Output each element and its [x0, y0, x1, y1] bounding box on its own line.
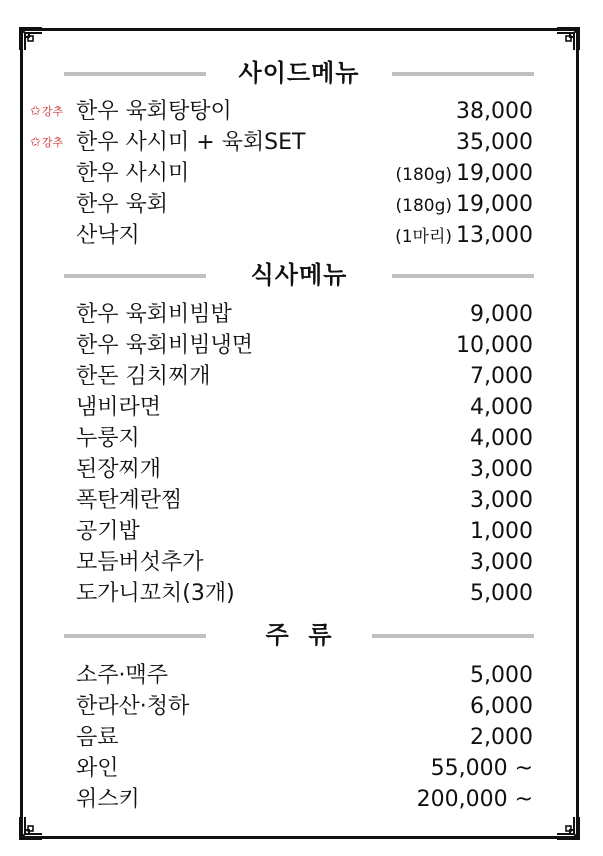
menu-item-price: 9,000 — [470, 302, 533, 327]
menu-item-price: 55,000 ~ — [430, 756, 533, 781]
menu-item-name: 냄비라면 — [76, 395, 162, 420]
menu-item-name: 산낙지 — [76, 223, 140, 248]
recommend-badge: ✩강추 — [30, 104, 64, 119]
menu-item-price: 5,000 — [470, 581, 533, 606]
menu-item-name: 한우 사시미 — [76, 161, 190, 186]
menu-item — [76, 661, 533, 691]
star-icon: ✩ — [30, 104, 41, 119]
menu-item — [76, 362, 533, 392]
menu-item — [76, 300, 533, 330]
menu-item-name: 한우 육회 — [76, 192, 169, 217]
corner-ornament-icon — [554, 25, 582, 53]
menu-item-name: 음료 — [76, 725, 119, 750]
menu-item-name: 한라산·청하 — [76, 694, 190, 719]
menu-item-name: 소주·맥주 — [76, 663, 169, 688]
menu-item-price: 2,000 — [470, 725, 533, 750]
menu-item — [76, 190, 533, 220]
section-title: 사이드메뉴 — [238, 59, 360, 87]
menu-item-price: 1,000 — [470, 519, 533, 544]
menu-item-price: 3,000 — [470, 488, 533, 513]
menu-item-name: 와인 — [76, 756, 119, 781]
menu-item-qty: (180g) — [395, 196, 453, 216]
menu-item — [76, 424, 533, 454]
menu-item-name: 위스키 — [76, 787, 140, 812]
menu-item-price: (180g) 19,000 — [395, 161, 533, 186]
star-icon: ✩ — [30, 135, 41, 150]
menu-item-price: 5,000 — [470, 663, 533, 688]
menu-item-price: 3,000 — [470, 457, 533, 482]
section-title: 식사메뉴 — [250, 261, 348, 289]
menu-item — [76, 393, 533, 423]
menu-item-name: 누룽지 — [76, 426, 140, 451]
menu-item — [76, 331, 533, 361]
section-header-side — [64, 58, 534, 88]
menu-item — [76, 486, 533, 516]
menu-item-name: 된장찌개 — [76, 457, 162, 482]
menu-item — [76, 754, 533, 784]
menu-item — [76, 159, 533, 189]
section-header-meal — [64, 260, 534, 290]
menu-item-name: 공기밥 — [76, 519, 140, 544]
menu-item-name: 한돈 김치찌개 — [76, 364, 211, 389]
section-header-drinks — [64, 620, 534, 650]
menu-item-qty: (1마리) — [395, 227, 453, 247]
menu-item — [76, 97, 533, 127]
recommend-badge: ✩강추 — [30, 135, 64, 150]
menu-item-name: 한우 육회탕탕이 — [76, 99, 232, 124]
corner-ornament-icon — [17, 25, 45, 53]
section-title: 주 류 — [265, 621, 333, 649]
corner-ornament-icon — [554, 814, 582, 842]
menu-item-price: 3,000 — [470, 550, 533, 575]
menu-item — [76, 785, 533, 815]
menu-item — [76, 221, 533, 251]
corner-ornament-icon — [17, 814, 45, 842]
menu-item — [76, 579, 533, 609]
menu-item-price: (180g) 19,000 — [395, 192, 533, 217]
menu-item-price: 200,000 ~ — [416, 787, 533, 812]
menu-item-price: 4,000 — [470, 395, 533, 420]
menu-item-price: 10,000 — [456, 333, 533, 358]
menu-item-name: 한우 육회비빔밥 — [76, 302, 232, 327]
menu-item-price: 6,000 — [470, 694, 533, 719]
menu-item-name: 한우 육회비빔냉면 — [76, 333, 254, 358]
menu-item-price: 35,000 — [456, 130, 533, 155]
menu-item-price: 38,000 — [456, 99, 533, 124]
menu-item — [76, 517, 533, 547]
menu-item — [76, 128, 533, 158]
menu-item-price: 4,000 — [470, 426, 533, 451]
menu-item-name: 모듬버섯추가 — [76, 550, 204, 575]
menu-item-qty: (180g) — [395, 165, 453, 185]
menu-item — [76, 692, 533, 722]
menu-item — [76, 723, 533, 753]
menu-item-price: (1마리) 13,000 — [395, 223, 533, 248]
menu-item-name: 폭탄계란찜 — [76, 488, 183, 513]
menu-item-name: 한우 사시미 + 육회SET — [76, 130, 306, 155]
menu-item — [76, 548, 533, 578]
menu-item — [76, 455, 533, 485]
menu-item-price: 7,000 — [470, 364, 533, 389]
menu-item-name: 도가니꼬치(3개) — [76, 581, 235, 606]
